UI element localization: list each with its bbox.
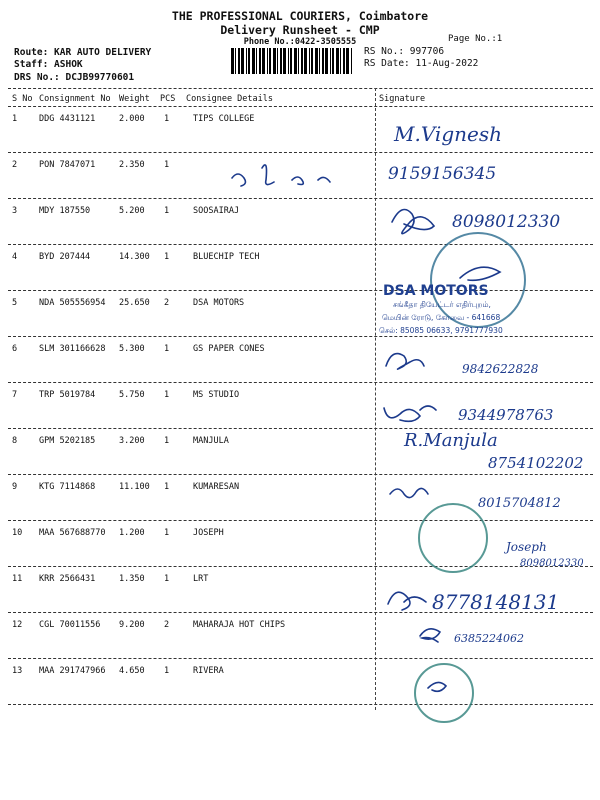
row-sno: 4 (12, 252, 18, 262)
row-consignment-no: MAA 291747966 (39, 666, 106, 676)
route-label: Route: KAR AUTO DELIVERY (14, 47, 152, 58)
row-pcs: 1 (164, 114, 170, 124)
row-consignment-no: MAA 567688770 (39, 528, 106, 538)
row-sno: 11 (12, 574, 23, 584)
row-consignee: MAHARAJA HOT CHIPS (193, 620, 286, 630)
row-sno: 8 (12, 436, 18, 446)
row-consignment-no: TRP 5019784 (39, 390, 96, 400)
row-weight: 4.650 (119, 666, 145, 676)
row-pcs: 1 (164, 436, 170, 446)
row-consignee: SOOSAIRAJ (193, 206, 240, 216)
company-title: THE PROFESSIONAL COURIERS, Coimbatore (171, 9, 429, 23)
row-consignment-no: NDA 505556954 (39, 298, 106, 308)
row-consignee: LRT (193, 574, 209, 584)
row-consignee: KUMARESAN (193, 482, 240, 492)
row-signature-phone: 8754102202 (488, 454, 584, 472)
stamp-company-name: DSA MOTORS (383, 283, 489, 299)
row-consignee: JOSEPH (193, 528, 224, 538)
col-header-pcs: PCS (160, 94, 176, 104)
row-pcs: 1 (164, 252, 170, 262)
phone-number: Phone No.:0422-3505555 (243, 37, 357, 47)
row-weight: 5.750 (119, 390, 145, 400)
row-sno: 7 (12, 390, 18, 400)
row-signature-phone: 9842622828 (462, 362, 539, 376)
runsheet-title: Delivery Runsheet - CMP (220, 23, 380, 37)
row-sno: 6 (12, 344, 18, 354)
row-signature-phone: 8098012330 (520, 558, 584, 569)
row-pcs: 1 (164, 206, 170, 216)
row-weight: 3.200 (119, 436, 145, 446)
row-signature-phone: 8098012330 (452, 212, 561, 232)
row-sno: 12 (12, 620, 23, 630)
row-pcs: 1 (164, 574, 170, 584)
row-signature-phone: 6385224062 (454, 632, 524, 645)
row-consignment-no: KRR 2566431 (39, 574, 96, 584)
row-weight: 11.100 (119, 482, 150, 492)
row-pcs: 1 (164, 160, 170, 170)
col-header-sno: S No (12, 94, 33, 104)
stamp-phone-line: செல்: 85085 06633, 9791777930 (379, 326, 503, 335)
row-consignment-no: MDY 187550 (39, 206, 91, 216)
row-pcs: 1 (164, 482, 170, 492)
row-pcs: 1 (164, 666, 170, 676)
row-consignment-no: CGL 70011556 (39, 620, 101, 630)
row-consignment-no: DDG 4431121 (39, 114, 96, 124)
row-sno: 2 (12, 160, 18, 170)
row-weight: 5.300 (119, 344, 145, 354)
row-signature: R.Manjula (404, 430, 498, 451)
row-weight: 25.650 (119, 298, 150, 308)
row-weight: 2.350 (119, 160, 145, 170)
col-header-consignment: Consignment No (39, 94, 111, 104)
row-consignment-no: KTG 7114868 (39, 482, 96, 492)
row-signature-phone: 9159156345 (388, 164, 497, 184)
row-signature-phone: 9344978763 (458, 406, 554, 424)
row-sno: 10 (12, 528, 23, 538)
row-consignment-no: BYD 207444 (39, 252, 91, 262)
row-weight: 9.200 (119, 620, 145, 630)
row-weight: 14.300 (119, 252, 150, 262)
row-signature: M.Vignesh (394, 122, 502, 146)
row-sno: 1 (12, 114, 18, 124)
row-signature-phone: 8015704812 (478, 496, 561, 511)
row-consignee: DSA MOTORS (193, 298, 245, 308)
row-consignment-no: PON 7847071 (39, 160, 96, 170)
row-sno: 9 (12, 482, 18, 492)
col-header-signature: Signature (379, 94, 426, 104)
stamp-address-line2: மெயின் ரோடு, கோவை - 641668 (382, 313, 501, 322)
row-pcs: 1 (164, 344, 170, 354)
col-header-weight: Weight (119, 94, 150, 104)
row-sno: 3 (12, 206, 18, 216)
row-weight: 2.000 (119, 114, 145, 124)
stamp-address-line1: சங்கீதா தியேட்டர் எதிர்புறம், (393, 300, 491, 309)
row-consignee: RIVERA (193, 666, 224, 676)
row-pcs: 2 (164, 620, 170, 630)
row-consignee: MANJULA (193, 436, 229, 446)
row-consignee: BLUECHIP TECH (193, 252, 260, 262)
page-number: Page No.:1 (448, 34, 503, 44)
row-weight: 1.200 (119, 528, 145, 538)
row-pcs: 2 (164, 298, 170, 308)
row-pcs: 1 (164, 528, 170, 538)
rs-date: RS Date: 11-Aug-2022 (364, 58, 479, 69)
rs-number: RS No.: 997706 (364, 46, 445, 57)
staff-label: Staff: ASHOK (14, 59, 83, 70)
row-consignee: MS STUDIO (193, 390, 240, 400)
row-weight: 1.350 (119, 574, 145, 584)
drs-number: DRS No.: DCJB99770601 (14, 72, 135, 83)
row-signature-phone: 8778148131 (432, 590, 560, 614)
row-signature: Joseph (506, 540, 547, 554)
row-weight: 5.200 (119, 206, 145, 216)
row-pcs: 1 (164, 390, 170, 400)
row-consignment-no: GPM 5202185 (39, 436, 96, 446)
row-sno: 13 (12, 666, 23, 676)
row-sno: 5 (12, 298, 18, 308)
row-consignee: GS PAPER CONES (193, 344, 265, 354)
col-header-consignee: Consignee Details (186, 94, 273, 104)
row-consignment-no: SLM 301166628 (39, 344, 106, 354)
row-consignee: TIPS COLLEGE (193, 114, 255, 124)
